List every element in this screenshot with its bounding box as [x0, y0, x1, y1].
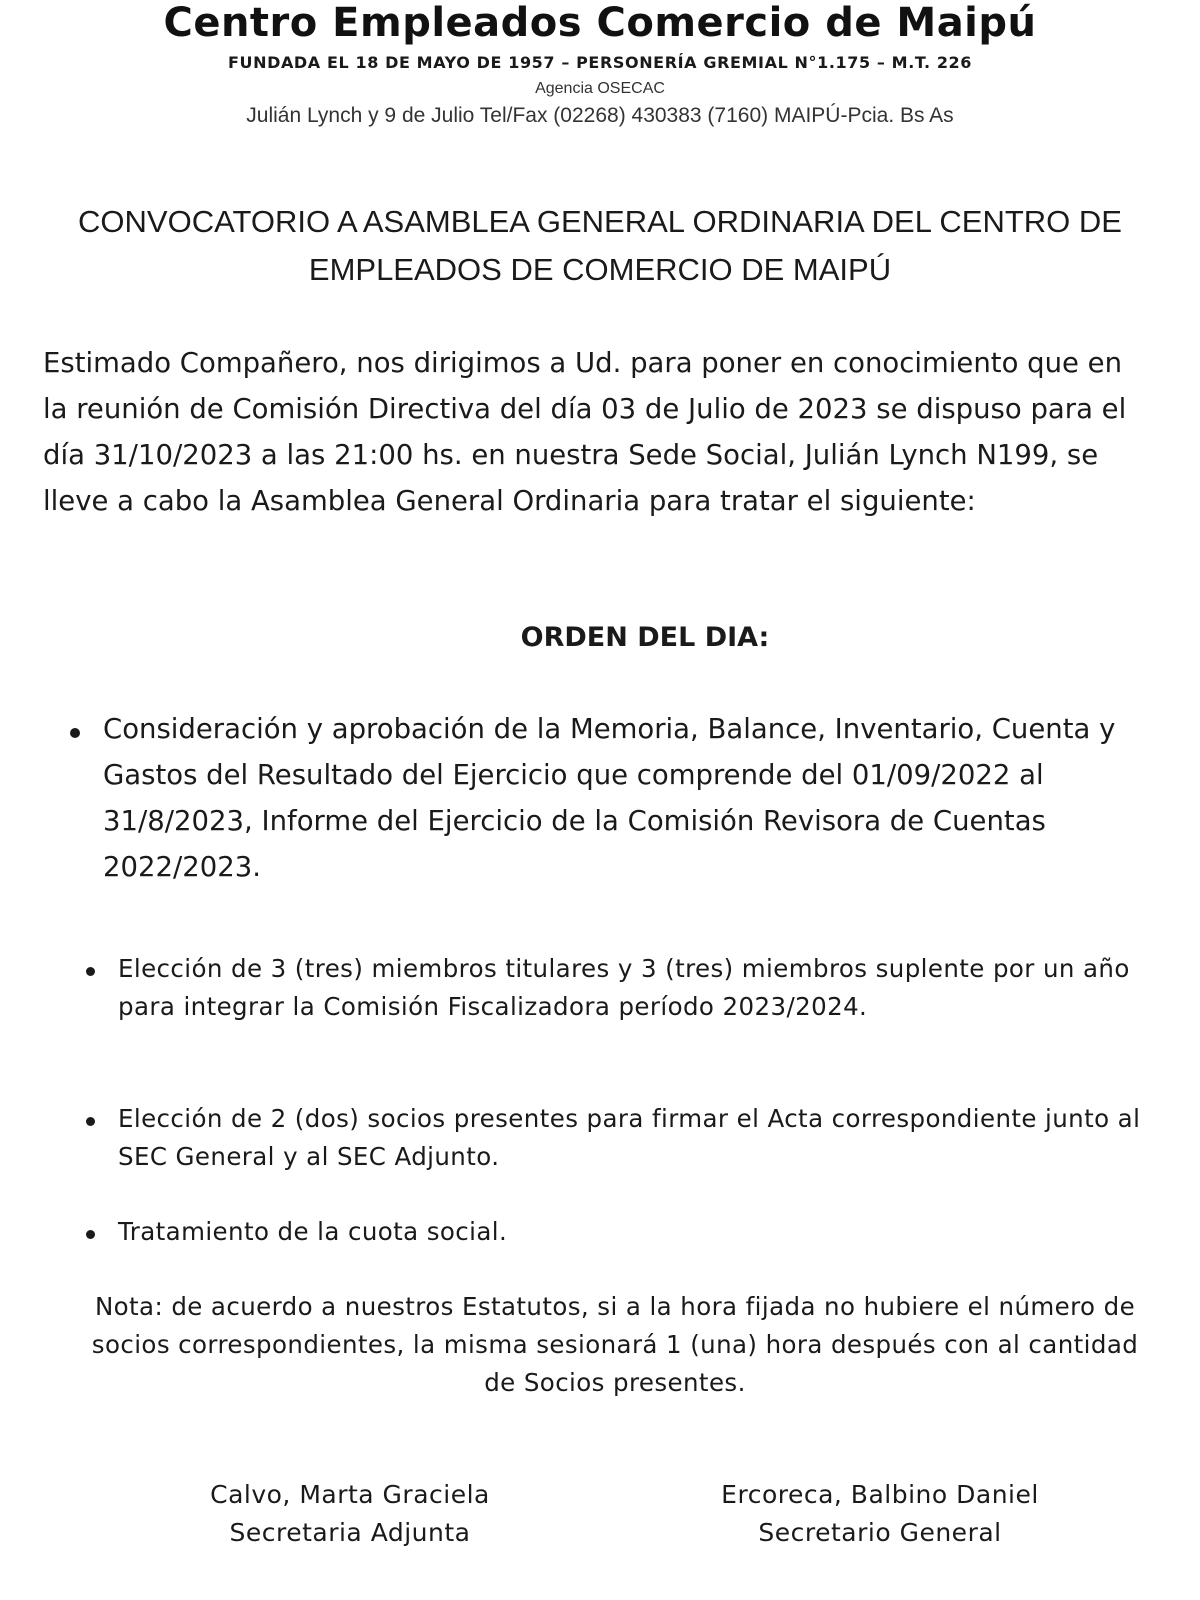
agenda-item: Consideración y aprobación de la Memoria, Balance, Inventario, Cuenta y Gastos del Resultado del Ejercicio que comprende del 01/09/2022 al 31/8/2023, Informe del Ejercicio de la Comisión Revisora de Cuentas 2022/2023. [103, 713, 1116, 883]
document-title [60, 198, 1140, 294]
agenda-item: Tratamiento de la cuota social. [118, 1217, 508, 1246]
bullet-dot-icon [86, 967, 95, 976]
document-title-line2: EMPLEADOS DE COMERCIO DE MAIPÚ [308, 252, 892, 287]
bullet-dot-icon [86, 1230, 95, 1239]
agency-label: Agencia OSECAC [535, 80, 665, 97]
bullet-dot-icon [70, 728, 80, 738]
note-paragraph: Nota: de acuerdo a nuestros Estatutos, si a la hora fijada no hubiere el número de socios correspondientes, la misma sesionará 1 (una) hora después con al cantidad de Socios presentes. [91, 1292, 1139, 1397]
bullet-dot-icon [86, 1117, 95, 1126]
agenda-item: Elección de 2 (dos) socios presentes para firmar el Acta correspondiente junto al SEC General y al SEC Adjunto. [118, 1104, 1141, 1171]
signature-role: Secretario General [758, 1518, 1002, 1547]
address-line: Julián Lynch y 9 de Julio Tel/Fax (02268) 430383 (7160) MAIPÚ-Pcia. Bs As [246, 104, 954, 127]
organization-name: Centro Empleados Comercio de Maipú [163, 0, 1037, 46]
foundation-info: FUNDADA EL 18 DE MAYO DE 1957 – PERSONERÍA GREMIAL N°1.175 – M.T. 226 [227, 53, 973, 72]
intro-paragraph: Estimado Compañero, nos dirigimos a Ud. para poner en conocimiento que en la reunión de Comisión Directiva del día 03 de Julio de 2023 se dispuso para el día 31/10/2023 a las 21:00 hs. en nuestra Sede Social, Julián Lynch N199, se lleve a cabo la Asamblea General Ordinaria para tratar el siguiente: [43, 347, 1127, 517]
agenda-title: ORDEN DEL DIA: [520, 622, 770, 653]
document-title-line1: CONVOCATORIO A ASAMBLEA GENERAL ORDINARIA DEL CENTRO DE [78, 204, 1122, 239]
signature-name: Calvo, Marta Graciela [210, 1480, 490, 1509]
signature-name: Ercoreca, Balbino Daniel [721, 1480, 1039, 1509]
signature-block-right [680, 1476, 1080, 1552]
signature-block-left [160, 1476, 540, 1552]
signature-role: Secretaria Adjunta [229, 1518, 471, 1547]
agenda-item: Elección de 3 (tres) miembros titulares y 3 (tres) miembros suplente por un año para integrar la Comisión Fiscalizadora período 2023/2024. [118, 954, 1130, 1021]
